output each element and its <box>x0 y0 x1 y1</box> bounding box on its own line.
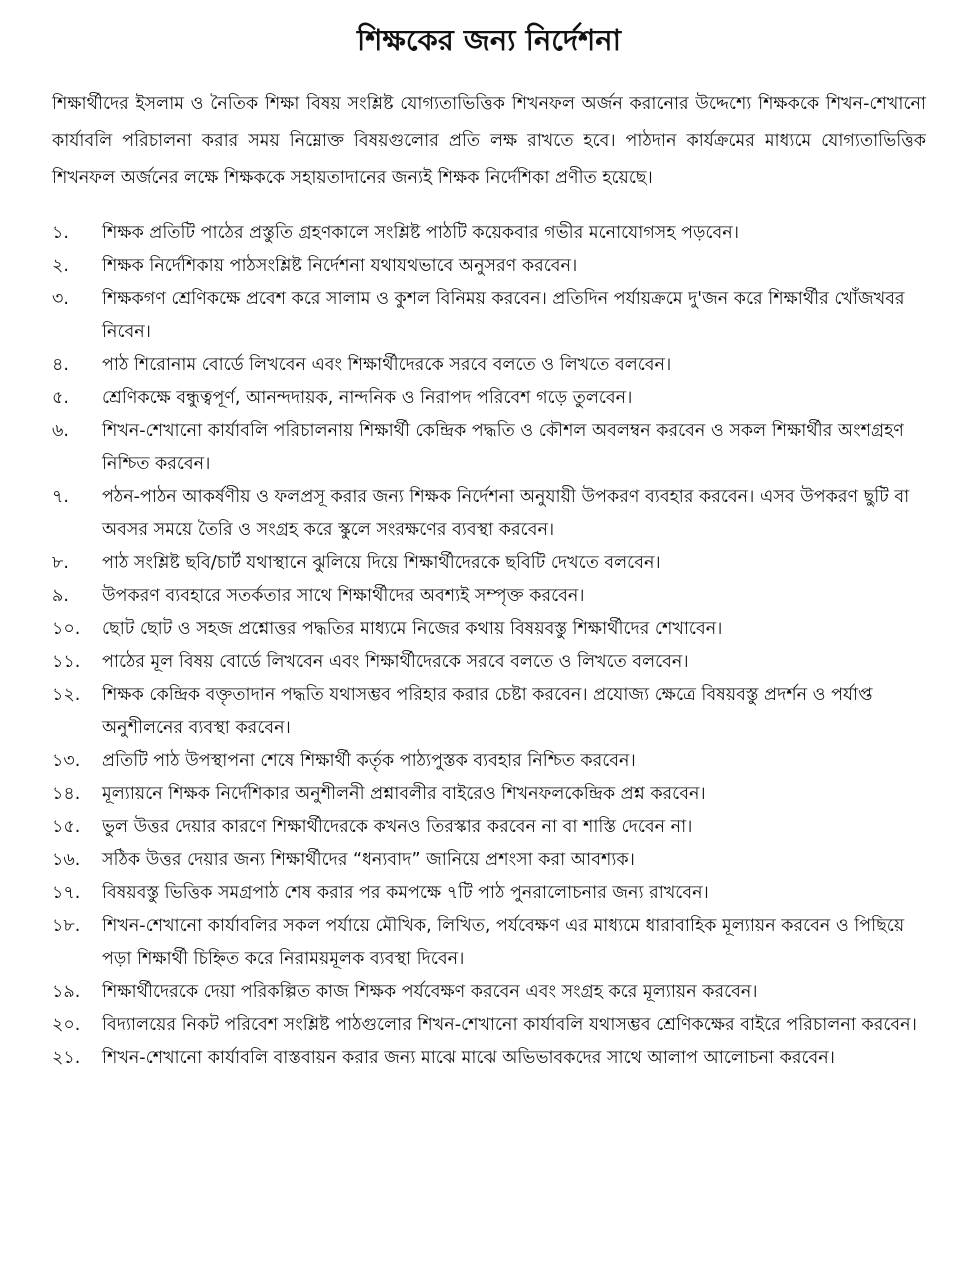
guideline-text: মূল্যায়নে শিক্ষক নির্দেশিকার অনুশীলনী প্রশ্নাবলীর বাইরেও শিখনফলকেন্দ্রিক প্রশ্ন করবেন। <box>102 784 706 804</box>
guideline-number: ১০. <box>52 619 81 639</box>
guideline-item <box>52 382 926 415</box>
guideline-number: ৩. <box>52 289 69 309</box>
guideline-item <box>52 1009 926 1042</box>
guideline-text: শিক্ষকগণ শ্রেণিকক্ষে প্রবেশ করে সালাম ও কুশল বিনিময় করবেন। প্রতিদিন পর্যায়ক্রমে দু'জন করে শিক্ষার্থীর খোঁজখবর নিবেন। <box>102 289 905 342</box>
guideline-number: ৭. <box>52 487 69 507</box>
guideline-number: ৮. <box>52 553 69 573</box>
guideline-number: ৪. <box>52 355 69 375</box>
guideline-item <box>52 349 926 382</box>
guideline-text: উপকরণ ব্যবহারে সতর্কতার সাথে শিক্ষার্থীদের অবশ্যই সম্পৃক্ত করবেন। <box>102 586 585 606</box>
guideline-item <box>52 580 926 613</box>
guideline-text: সঠিক উত্তর দেয়ার জন্য শিক্ষার্থীদের “ধন্যবাদ” জানিয়ে প্রশংসা করা আবশ্যক। <box>102 850 635 870</box>
guideline-item <box>52 679 926 745</box>
guideline-text: শিক্ষক নির্দেশিকায় পাঠসংশ্লিষ্ট নির্দেশনা যথাযথভাবে অনুসরণ করবেন। <box>102 256 578 276</box>
guideline-item <box>52 976 926 1009</box>
guideline-number: ৯. <box>52 586 69 606</box>
guideline-number: ১১. <box>52 652 81 672</box>
guideline-number: ১২. <box>52 685 81 705</box>
guideline-number: ১৮. <box>52 916 81 936</box>
guideline-text: পাঠের মূল বিষয় বোর্ডে লিখবেন এবং শিক্ষার্থীদেরকে সরবে বলতে ও লিখতে বলবেন। <box>102 652 689 672</box>
guideline-number: ২. <box>52 256 69 276</box>
guideline-text: প্রতিটি পাঠ উপস্থাপনা শেষে শিক্ষার্থী কর্তৃক পাঠ্যপুস্তক ব্যবহার নিশ্চিত করবেন। <box>102 751 636 771</box>
guideline-item <box>52 283 926 349</box>
guideline-text: পাঠ শিরোনাম বোর্ডে লিখবেন এবং শিক্ষার্থীদেরকে সরবে বলতে ও লিখতে বলবেন। <box>102 355 672 375</box>
guideline-text: বিষয়বস্তু ভিত্তিক সমগ্রপাঠ শেষ করার পর কমপক্ষে ৭টি পাঠ পুনরালোচনার জন্য রাখবেন। <box>102 883 709 903</box>
intro-paragraph: শিক্ষার্থীদের ইসলাম ও নৈতিক শিক্ষা বিষয় সংশ্লিষ্ট যোগ্যতাভিত্তিক শিখনফল অর্জন করানোর উদ্দেশ্যে শিক্ষককে শিখন-শেখানো কার্যাবলি পরিচালনা করার সময় নিম্নোক্ত বিষয়গুলোর প্রতি লক্ষ রাখতে হবে। পাঠদান কার্যক্রমের মাধ্যমে যোগ্যতাভিত্তিক শিখনফল অর্জনের লক্ষে শিক্ষককে সহায়তাদানের জন্যই শিক্ষক নির্দেশিকা প্রণীত হয়েছে। <box>52 94 926 188</box>
guideline-text: শিখন-শেখানো কার্যাবলি পরিচালনায় শিক্ষার্থী কেন্দ্রিক পদ্ধতি ও কৌশল অবলম্বন করবেন ও সকল শিক্ষার্থীর অংশগ্রহণ নিশ্চিত করবেন। <box>102 421 904 474</box>
guideline-item <box>52 217 926 250</box>
guideline-item <box>52 613 926 646</box>
guideline-item <box>52 877 926 910</box>
guideline-text: ভুল উত্তর দেয়ার কারণে শিক্ষার্থীদেরকে কখনও তিরস্কার করবেন না বা শাস্তি দেবেন না। <box>102 817 693 837</box>
guideline-text: শ্রেণিকক্ষে বন্ধুত্বপূর্ণ, আনন্দদায়ক, নান্দনিক ও নিরাপদ পরিবেশ গড়ে তুলবেন। <box>102 388 633 408</box>
guideline-text: শিক্ষক প্রতিটি পাঠের প্রস্তুতি গ্রহণকালে সংশ্লিষ্ট পাঠটি কয়েকবার গভীর মনোযোগসহ পড়বেন। <box>102 223 739 243</box>
guideline-item <box>52 415 926 481</box>
guideline-number: ১৬. <box>52 850 81 870</box>
guideline-number: ১৭. <box>52 883 81 903</box>
guideline-text: শিখন-শেখানো কার্যাবলির সকল পর্যায়ে মৌখিক, লিখিত, পর্যবেক্ষণ এর মাধ্যমে ধারাবাহিক মূল্যায়ন করবেন ও পিছিয়ে পড়া শিক্ষার্থী চিহ্নিত করে নিরাময়মূলক ব্যবস্থা দিবেন। <box>102 916 905 969</box>
guideline-item <box>52 250 926 283</box>
guideline-text: বিদ্যালয়ের নিকট পরিবেশ সংশ্লিষ্ট পাঠগুলোর শিখন-শেখানো কার্যাবলি যথাসম্ভব শ্রেণিকক্ষের বাইরে পরিচালনা করবেন। <box>102 1015 917 1035</box>
guideline-text: ছোট ছোট ও সহজ প্রশ্নোত্তর পদ্ধতির মাধ্যমে নিজের কথায় বিষয়বস্তু শিক্ষার্থীদের শেখাবেন। <box>102 619 723 639</box>
guideline-number: ৫. <box>52 388 69 408</box>
guideline-number: ৬. <box>52 421 69 441</box>
guideline-item <box>52 745 926 778</box>
page-title: শিক্ষকের জন্য নির্দেশনা <box>356 23 622 57</box>
guideline-list <box>52 217 926 1075</box>
guideline-number: ২০. <box>52 1015 81 1035</box>
guideline-number: ১৪. <box>52 784 81 804</box>
guideline-number: ১৫. <box>52 817 81 837</box>
guideline-text: শিখন-শেখানো কার্যাবলি বাস্তবায়ন করার জন্য মাঝে মাঝে অভিভাবকদের সাথে আলাপ আলোচনা করবেন। <box>102 1048 835 1068</box>
guideline-item <box>52 646 926 679</box>
guideline-item <box>52 778 926 811</box>
guideline-number: ১৯. <box>52 982 81 1002</box>
guideline-item <box>52 1042 926 1075</box>
guideline-item <box>52 811 926 844</box>
guideline-item <box>52 547 926 580</box>
guideline-text: শিক্ষার্থীদেরকে দেয়া পরিকল্পিত কাজ শিক্ষক পর্যবেক্ষণ করবেন এবং সংগ্রহ করে মূল্যায়ন করবেন। <box>102 982 758 1002</box>
guideline-number: ২১. <box>52 1048 81 1068</box>
guideline-item <box>52 844 926 877</box>
guideline-text: শিক্ষক কেন্দ্রিক বক্তৃতাদান পদ্ধতি যথাসম্ভব পরিহার করার চেষ্টা করবেন। প্রযোজ্য ক্ষেত্রে বিষয়বস্তু প্রদর্শন ও পর্যাপ্ত অনুশীলনের ব্যবস্থা করবেন। <box>102 685 873 738</box>
guideline-text: পঠন-পাঠন আকর্ষণীয় ও ফলপ্রসূ করার জন্য শিক্ষক নির্দেশনা অনুযায়ী উপকরণ ব্যবহার করবেন। এসব উপকরণ ছুটি বা অবসর সময়ে তৈরি ও সংগ্রহ করে স্কুলে সংরক্ষণের ব্যবস্থা করবেন। <box>102 487 910 540</box>
guideline-number: ১৩. <box>52 751 81 771</box>
guideline-item <box>52 481 926 547</box>
guideline-text: পাঠ সংশ্লিষ্ট ছবি/চার্ট যথাস্থানে ঝুলিয়ে দিয়ে শিক্ষার্থীদেরকে ছবিটি দেখতে বলবেন। <box>102 553 661 573</box>
guideline-item <box>52 910 926 976</box>
guideline-number: ১. <box>52 223 69 243</box>
